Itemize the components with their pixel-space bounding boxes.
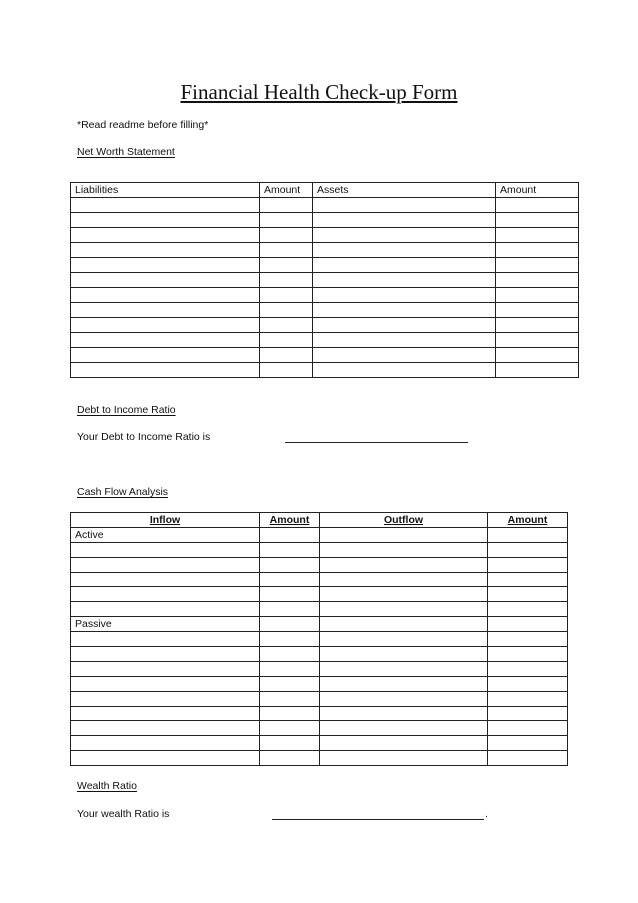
- asset-cell[interactable]: [313, 318, 496, 333]
- table-row: [71, 661, 568, 676]
- liability-amount-cell[interactable]: [260, 288, 313, 303]
- asset-amount-cell[interactable]: [496, 348, 579, 363]
- table-row: [71, 617, 568, 632]
- liability-cell[interactable]: [71, 243, 260, 258]
- outflow-amount-cell[interactable]: [488, 617, 568, 632]
- asset-amount-cell[interactable]: [496, 318, 579, 333]
- inflow-cell[interactable]: [71, 751, 260, 766]
- asset-amount-cell[interactable]: [496, 288, 579, 303]
- table-row: [71, 676, 568, 691]
- inflow-cell[interactable]: [71, 572, 260, 587]
- asset-amount-cell[interactable]: [496, 243, 579, 258]
- inflow-amount-cell[interactable]: [260, 647, 320, 662]
- outflow-amount-cell[interactable]: [488, 572, 568, 587]
- asset-cell[interactable]: [313, 288, 496, 303]
- inflow-cell[interactable]: [71, 602, 260, 617]
- outflow-header: Outflow: [320, 513, 488, 528]
- inflow-cell[interactable]: [71, 617, 260, 632]
- asset-amount-cell[interactable]: [496, 273, 579, 288]
- asset-amount-cell[interactable]: [496, 258, 579, 273]
- liability-amount-cell[interactable]: [260, 333, 313, 348]
- outflow-amount-cell[interactable]: [488, 676, 568, 691]
- inflow-cell[interactable]: [71, 721, 260, 736]
- table-row: [71, 721, 568, 736]
- table-row: [71, 706, 568, 721]
- asset-cell[interactable]: [313, 243, 496, 258]
- asset-cell[interactable]: [313, 198, 496, 213]
- outflow-cell[interactable]: [320, 647, 488, 662]
- outflow-amount-header: Amount: [488, 513, 568, 528]
- active-label: Active: [75, 528, 104, 541]
- liability-cell[interactable]: [71, 333, 260, 348]
- inflow-amount-cell[interactable]: [260, 542, 320, 557]
- outflow-amount-cell[interactable]: [488, 647, 568, 662]
- asset-cell[interactable]: [313, 333, 496, 348]
- inflow-cell[interactable]: [71, 661, 260, 676]
- liability-amount-cell[interactable]: [260, 198, 313, 213]
- liability-amount-cell[interactable]: [260, 258, 313, 273]
- inflow-cell[interactable]: [71, 691, 260, 706]
- liability-cell[interactable]: [71, 288, 260, 303]
- inflow-amount-cell[interactable]: [260, 632, 320, 647]
- table-row: [71, 602, 568, 617]
- liabilities-amount-header: Amount: [260, 183, 313, 198]
- outflow-amount-cell[interactable]: [488, 661, 568, 676]
- cash-flow-table: [70, 512, 568, 766]
- inflow-cell[interactable]: [71, 587, 260, 602]
- debt-ratio-label: Your Debt to Income Ratio is: [77, 431, 211, 443]
- net-worth-table: [70, 182, 579, 378]
- outflow-amount-cell[interactable]: [488, 587, 568, 602]
- table-row: [71, 243, 579, 258]
- asset-amount-cell[interactable]: [496, 333, 579, 348]
- inflow-cell[interactable]: [71, 647, 260, 662]
- asset-amount-cell[interactable]: [496, 213, 579, 228]
- outflow-cell[interactable]: [320, 527, 488, 542]
- table-row: [71, 751, 568, 766]
- inflow-amount-cell[interactable]: [260, 706, 320, 721]
- inflow-cell[interactable]: [71, 706, 260, 721]
- liability-amount-cell[interactable]: [260, 363, 313, 378]
- inflow-amount-cell[interactable]: [260, 572, 320, 587]
- table-header-row: [71, 513, 568, 528]
- passive-label: Passive: [75, 618, 112, 631]
- assets-amount-header: Amount: [496, 183, 579, 198]
- outflow-amount-cell[interactable]: [488, 557, 568, 572]
- liability-cell[interactable]: [71, 318, 260, 333]
- debt-ratio-heading: Debt to Income Ratio: [77, 404, 176, 416]
- liability-cell[interactable]: [71, 303, 260, 318]
- table-row: [71, 303, 579, 318]
- table-row: [71, 572, 568, 587]
- asset-cell[interactable]: [313, 273, 496, 288]
- asset-amount-cell[interactable]: [496, 363, 579, 378]
- wealth-ratio-period: .: [485, 808, 488, 820]
- inflow-amount-cell[interactable]: [260, 676, 320, 691]
- outflow-cell[interactable]: [320, 587, 488, 602]
- outflow-amount-cell[interactable]: [488, 527, 568, 542]
- cash-flow-heading: Cash Flow Analysis: [77, 486, 169, 498]
- asset-cell[interactable]: [313, 213, 496, 228]
- liability-cell[interactable]: [71, 228, 260, 243]
- outflow-cell[interactable]: [320, 617, 488, 632]
- assets-header: Assets: [313, 183, 496, 198]
- outflow-cell[interactable]: [320, 661, 488, 676]
- liability-amount-cell[interactable]: [260, 318, 313, 333]
- table-row: [71, 587, 568, 602]
- table-row: [71, 557, 568, 572]
- asset-amount-cell[interactable]: [496, 228, 579, 243]
- outflow-amount-cell[interactable]: [488, 751, 568, 766]
- inflow-cell[interactable]: [71, 542, 260, 557]
- inflow-amount-cell[interactable]: [260, 557, 320, 572]
- outflow-cell[interactable]: [320, 676, 488, 691]
- outflow-amount-cell[interactable]: [488, 691, 568, 706]
- inflow-cell[interactable]: [71, 527, 260, 542]
- outflow-cell[interactable]: [320, 736, 488, 751]
- inflow-amount-cell[interactable]: [260, 587, 320, 602]
- asset-cell[interactable]: [313, 348, 496, 363]
- table-row: [71, 228, 579, 243]
- liability-amount-cell[interactable]: [260, 303, 313, 318]
- table-row: [71, 736, 568, 751]
- inflow-cell[interactable]: [71, 557, 260, 572]
- table-row: [71, 333, 579, 348]
- table-row: [71, 213, 579, 228]
- outflow-cell[interactable]: [320, 542, 488, 557]
- table-header-row: [71, 183, 579, 198]
- inflow-cell[interactable]: [71, 676, 260, 691]
- table-row: [71, 691, 568, 706]
- outflow-amount-cell[interactable]: [488, 632, 568, 647]
- inflow-amount-cell[interactable]: [260, 602, 320, 617]
- table-row: [71, 647, 568, 662]
- inflow-amount-cell[interactable]: [260, 617, 320, 632]
- wealth-ratio-input-line[interactable]: [272, 819, 484, 820]
- liabilities-header: Liabilities: [71, 183, 260, 198]
- liability-amount-cell[interactable]: [260, 213, 313, 228]
- asset-amount-cell[interactable]: [496, 198, 579, 213]
- inflow-cell[interactable]: [71, 736, 260, 751]
- inflow-amount-cell[interactable]: [260, 751, 320, 766]
- table-row: [71, 542, 568, 557]
- inflow-amount-cell[interactable]: [260, 661, 320, 676]
- liability-cell[interactable]: [71, 258, 260, 273]
- liability-amount-cell[interactable]: [260, 243, 313, 258]
- inflow-amount-header: Amount: [260, 513, 320, 528]
- liability-cell[interactable]: [71, 348, 260, 363]
- outflow-cell[interactable]: [320, 602, 488, 617]
- table-row: [71, 348, 579, 363]
- outflow-cell[interactable]: [320, 572, 488, 587]
- inflow-amount-cell[interactable]: [260, 691, 320, 706]
- asset-cell[interactable]: [313, 363, 496, 378]
- table-row: [71, 527, 568, 542]
- table-row: [71, 198, 579, 213]
- liability-cell[interactable]: [71, 273, 260, 288]
- table-row: [71, 288, 579, 303]
- outflow-cell[interactable]: [320, 691, 488, 706]
- table-row: [71, 363, 579, 378]
- outflow-cell[interactable]: [320, 751, 488, 766]
- liability-cell[interactable]: [71, 213, 260, 228]
- inflow-header: Inflow: [71, 513, 260, 528]
- asset-cell[interactable]: [313, 303, 496, 318]
- outflow-cell[interactable]: [320, 557, 488, 572]
- asset-cell[interactable]: [313, 258, 496, 273]
- outflow-amount-cell[interactable]: [488, 706, 568, 721]
- outflow-amount-cell[interactable]: [488, 542, 568, 557]
- liability-cell[interactable]: [71, 198, 260, 213]
- liability-amount-cell[interactable]: [260, 273, 313, 288]
- liability-amount-cell[interactable]: [260, 228, 313, 243]
- table-row: [71, 258, 579, 273]
- outflow-cell[interactable]: [320, 721, 488, 736]
- outflow-amount-cell[interactable]: [488, 736, 568, 751]
- wealth-ratio-label: Your wealth Ratio is: [77, 808, 170, 820]
- liability-amount-cell[interactable]: [260, 348, 313, 363]
- table-row: [71, 273, 579, 288]
- table-row: [71, 632, 568, 647]
- outflow-cell[interactable]: [320, 706, 488, 721]
- wealth-ratio-heading: Wealth Ratio: [77, 780, 137, 792]
- inflow-amount-cell[interactable]: [260, 736, 320, 751]
- inflow-cell[interactable]: [71, 632, 260, 647]
- outflow-amount-cell[interactable]: [488, 721, 568, 736]
- outflow-cell[interactable]: [320, 632, 488, 647]
- inflow-amount-cell[interactable]: [260, 527, 320, 542]
- asset-cell[interactable]: [313, 228, 496, 243]
- net-worth-heading: Net Worth Statement: [77, 146, 175, 158]
- debt-ratio-input-line[interactable]: [285, 442, 468, 443]
- inflow-amount-cell[interactable]: [260, 721, 320, 736]
- form-title: Financial Health Check-up Form: [180, 80, 458, 104]
- asset-amount-cell[interactable]: [496, 303, 579, 318]
- readme-note: *Read readme before filling*: [77, 119, 209, 131]
- outflow-amount-cell[interactable]: [488, 602, 568, 617]
- table-row: [71, 318, 579, 333]
- liability-cell[interactable]: [71, 363, 260, 378]
